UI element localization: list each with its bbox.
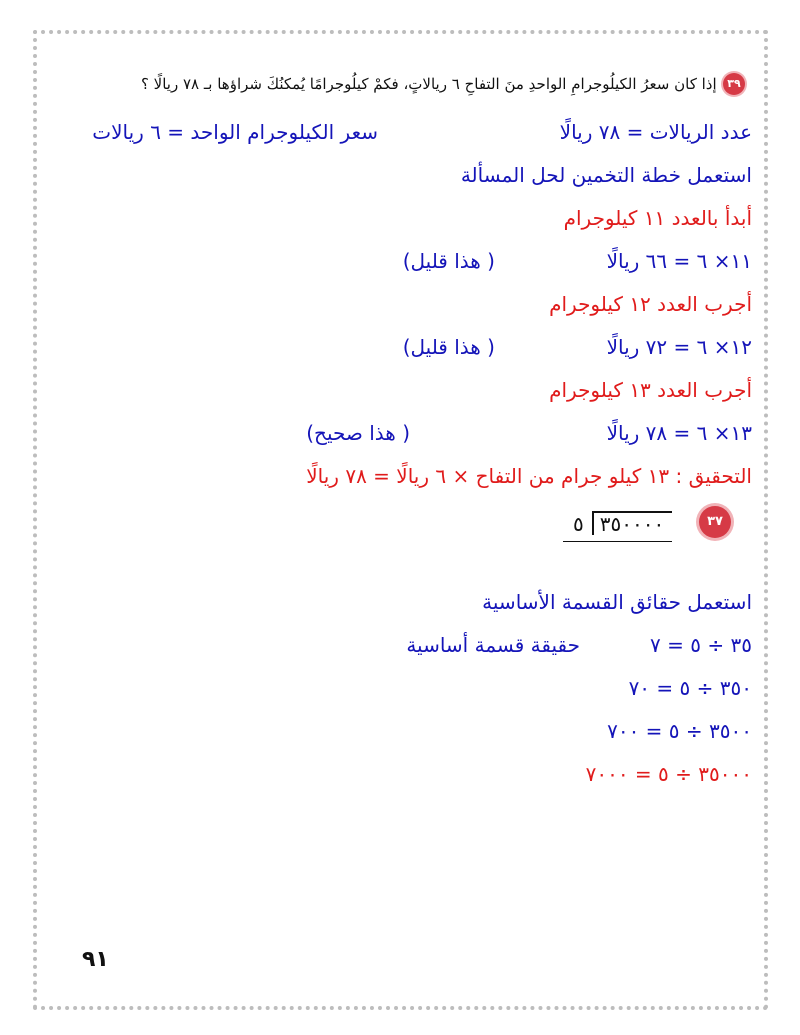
step4: ٣٥٠٠٠ ÷ ٥ = ٧٠٠٠ <box>585 762 752 786</box>
dividend: ٣٥٠٠٠٠ <box>592 511 672 535</box>
try2-title: أجرب العدد ١٢ كيلوجرام <box>549 292 752 316</box>
strategy-division: استعمل حقائق القسمة الأساسية <box>482 590 752 614</box>
step2: ٣٥٠ ÷ ٥ = ٧٠ <box>628 676 752 700</box>
try1-calc: ١١× ٦ = ٦٦ ريالًا <box>606 249 752 273</box>
page-number: ٩١ <box>82 947 109 972</box>
question-text: إذا كان سعرُ الكيلُوجرامِ الواحدِ منَ التفاحِ ٦ ريالاتٍ، فكمْ كيلُوجرامًا يُمكنُكَ شراؤها بـ ٧٨ ريالًا ؟ <box>140 75 717 93</box>
divisor: ٥ <box>573 512 584 536</box>
strategy-guess: استعمل خطة التخمين لحل المسألة <box>460 163 752 187</box>
try2-calc: ١٢× ٦ = ٧٢ ريالًا <box>606 335 752 359</box>
question-number-badge: ٣٩ <box>723 73 745 95</box>
try3-calc: ١٣× ٦ = ٧٨ ريالًا <box>606 421 752 445</box>
try1-note: ( هذا قليل) <box>402 249 495 273</box>
question-number-badge-2: ٣٧ <box>699 506 731 538</box>
fact-label: حقيقة قسمة أساسية <box>406 633 580 657</box>
step1: ٣٥ ÷ ٥ = ٧ <box>650 633 752 657</box>
try1-title: أبدأ بالعدد ١١ كيلوجرام <box>563 206 752 230</box>
try3-title: أجرب العدد ١٣ كيلوجرام <box>549 378 752 402</box>
question-39 <box>141 70 745 96</box>
check-line: التحقيق : ١٣ كيلو جرام من التفاح × ٦ ريالًا = ٧٨ ريالًا <box>306 464 752 488</box>
given-riyals: عدد الريالات = ٧٨ ريالًا <box>559 120 752 144</box>
long-division <box>573 511 672 536</box>
try2-note: ( هذا قليل) <box>402 335 495 359</box>
given-price: سعر الكيلوجرام الواحد = ٦ ريالات <box>92 120 378 144</box>
step3: ٣٥٠٠ ÷ ٥ = ٧٠٠ <box>607 719 752 743</box>
try3-note: ( هذا صحيح) <box>306 421 410 445</box>
